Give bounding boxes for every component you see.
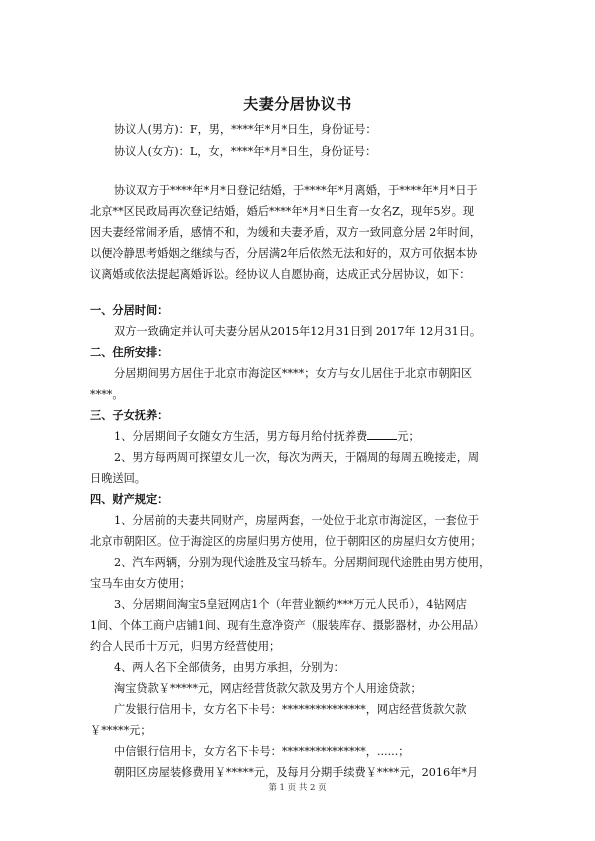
intro-line: 因夫妻经常闹矛盾，感情不和，为缓和夫妻矛盾，双方一致同意分居 2年时间， [90,226,482,239]
property-item-3: 3、分居期间淘宝5皇冠网店1个（年营业额约***万元人民币），4钻网店 [114,598,467,611]
intro-line: 北京**区民政局再次登记结婚，婚后****年*月*日生育一女名Z，现年5岁。现 [90,205,475,218]
intro-line: 以便冷静思考婚姻之继续与否，分居满2年后依然无法和好的，双方可依据本协 [90,247,478,260]
section-heading-separation-period: 一、分居时间： [90,304,169,317]
property-item-4: 4、两人名下全部债务，由男方承担，分别为： [114,661,345,674]
page-number-footer: 第 1 页 共 2 页 [268,783,327,793]
child-support-item-1 [114,426,508,447]
property-item-2: 2、汽车两辆，分别为现代途胜及宝马轿车。分居期间现代途胜由男方使用， [114,556,491,569]
debt-item: 广发银行信用卡，女方名下卡号：***************，网店经营货款欠款 [114,703,467,716]
intro-line: 协议双方于****年*月*日登记结婚，于****年*月离婚，于****年*月*日于 [114,184,478,197]
debt-item: 淘宝贷款￥*****元，网店经营货款欠款及男方个人用途贷款； [114,682,422,695]
child-support-unit: 元； [397,430,420,443]
amount-blank [367,427,397,440]
debt-item-cont: ￥*****元； [90,724,152,737]
section-body: ****。 [90,388,124,401]
section-heading-child-support: 三、子女抚养： [90,409,169,422]
debt-item: 中信银行信用卡，女方名下卡号：***************，......； [114,745,410,758]
property-item-3-cont: 约合人民币十万元，归男方经营使用； [90,640,281,653]
child-support-item-2: 2、男方每两周可探望女儿一次，每次为两天，于隔周的每周五晚接走，周 [114,451,480,464]
property-item-2-cont: 宝马车由女方使用； [90,577,191,590]
document-title: 夫妻分居协议书 [243,95,352,113]
section-body: 分居期间男方居住于北京市海淀区****；女方与女儿居住于北京市朝阳区 [114,367,473,380]
property-item-3-cont: 1间、个体工商户店铺1间、现有生意净资产（服装库存、摄影器材，办公用品） [90,619,485,632]
section-heading-residence: 二、住所安排： [90,346,169,359]
debt-item: 朝阳区房屋装修费用￥*****元，及每月分期手续费￥****元，2016年*月 [114,766,479,779]
party-male: 协议人(男方)：F，男，****年*月*日生，身份证号： [114,123,377,136]
section-body: 双方一致确定并认可夫妻分居从2015年12月31日到 2017年 12月31日。 [114,325,482,338]
intro-line: 议离婚或依法提起离婚诉讼。经协议人自愿协商，达成正式分居协议，如下： [90,268,471,281]
property-item-1: 1、分居前的夫妻共同财产，房屋两套，一处位于北京市海淀区，一套位于 [114,514,480,527]
property-item-1-cont: 北京市朝阳区。位于海淀区的房屋归男方使用，位于朝阳区的房屋归女方使用； [90,535,482,548]
child-support-text: 1、分居期间子女随女方生活，男方每月给付抚养费 [114,430,368,443]
section-heading-property: 四、财产规定： [90,493,169,506]
party-female: 协议人(女方)：L，女，****年*月*日生，身份证号： [114,145,377,158]
child-support-item-2-cont: 日晚送回。 [90,472,146,485]
